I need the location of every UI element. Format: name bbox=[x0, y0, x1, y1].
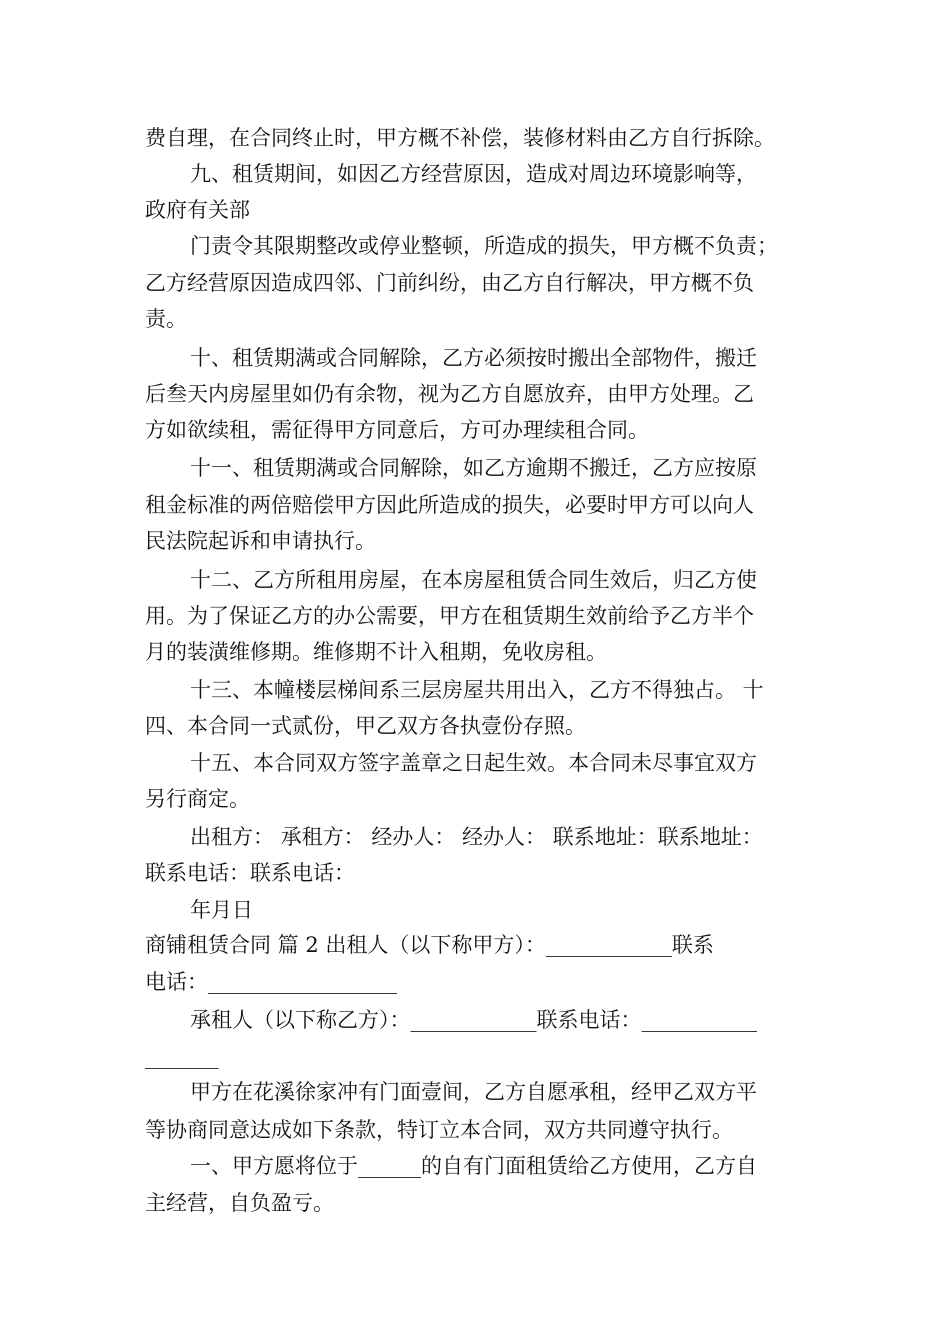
text-line: 后叁天内房屋里如仍有余物，视为乙方自愿放弃，由甲方处理。乙 bbox=[145, 382, 754, 406]
text-line: 门责令其限期整改或停业整顿，所造成的损失，甲方概不负责； bbox=[190, 234, 778, 258]
text-line: 十五、本合同双方签字盖章之日起生效。本合同未尽事宜双方 bbox=[190, 751, 757, 775]
section-heading-line: 商铺租赁合同 篇 2 出租人（以下称甲方）：____________联系 bbox=[145, 933, 714, 957]
text-line: 民法院起诉和申请执行。 bbox=[145, 529, 376, 553]
text-line: 政府有关部 bbox=[145, 198, 250, 222]
text-line: 用。为了保证乙方的办公需要，甲方在租赁期生效前给予乙方半个 bbox=[145, 604, 754, 628]
signature-fields-line: 联系电话：联系电话： bbox=[145, 861, 355, 885]
text-line: 甲方在花溪徐家冲有门面壹间，乙方自愿承租，经甲乙双方平 bbox=[190, 1080, 757, 1104]
text-line: 租金标准的两倍赔偿甲方因此所造成的损失，必要时甲方可以向人 bbox=[145, 493, 754, 517]
text-line: 十二、乙方所租用房屋，在本房屋租赁合同生效后，归乙方使 bbox=[190, 568, 757, 592]
text-line: 十一、租赁期满或合同解除，如乙方逾期不搬迁，乙方应按原 bbox=[190, 456, 757, 480]
text-line: 承租人（以下称乙方）：____________联系电话：___________ bbox=[190, 1008, 757, 1032]
text-line: 等协商同意达成如下条款，特订立本合同，双方共同遵守执行。 bbox=[145, 1118, 733, 1142]
text-line: 主经营，自负盈亏。 bbox=[145, 1191, 334, 1215]
text-line: 电话：__________________ bbox=[145, 970, 397, 994]
text-line: 十三、本幢楼层梯间系三层房屋共用出入，乙方不得独占。 十 bbox=[190, 678, 764, 702]
signature-fields-line: 出租方： 承租方： 经办人： 经办人： 联系地址：联系地址： bbox=[190, 825, 763, 849]
date-line: 年月日 bbox=[190, 898, 253, 922]
text-line: 方如欲续租，需征得甲方同意后，方可办理续租合同。 bbox=[145, 418, 649, 442]
text-line: 月的装潢维修期。维修期不计入租期，免收房租。 bbox=[145, 640, 607, 664]
text-line: 另行商定。 bbox=[145, 787, 250, 811]
text-line: 十、租赁期满或合同解除，乙方必须按时搬出全部物件，搬迁 bbox=[190, 346, 757, 370]
text-line: 一、甲方愿将位于______的自有门面租赁给乙方使用，乙方自 bbox=[190, 1154, 757, 1178]
text-line: 四、本合同一式贰份，甲乙双方各执壹份存照。 bbox=[145, 714, 586, 738]
text-line: _______ bbox=[145, 1045, 219, 1069]
text-line: 费自理，在合同终止时，甲方概不补偿，装修材料由乙方自行拆除。 bbox=[145, 126, 775, 150]
text-line: 责。 bbox=[145, 307, 187, 331]
text-line: 乙方经营原因造成四邻、门前纠纷，由乙方自行解决，甲方概不负 bbox=[145, 271, 754, 295]
text-line: 九、租赁期间，如因乙方经营原因，造成对周边环境影响等， bbox=[190, 162, 757, 186]
